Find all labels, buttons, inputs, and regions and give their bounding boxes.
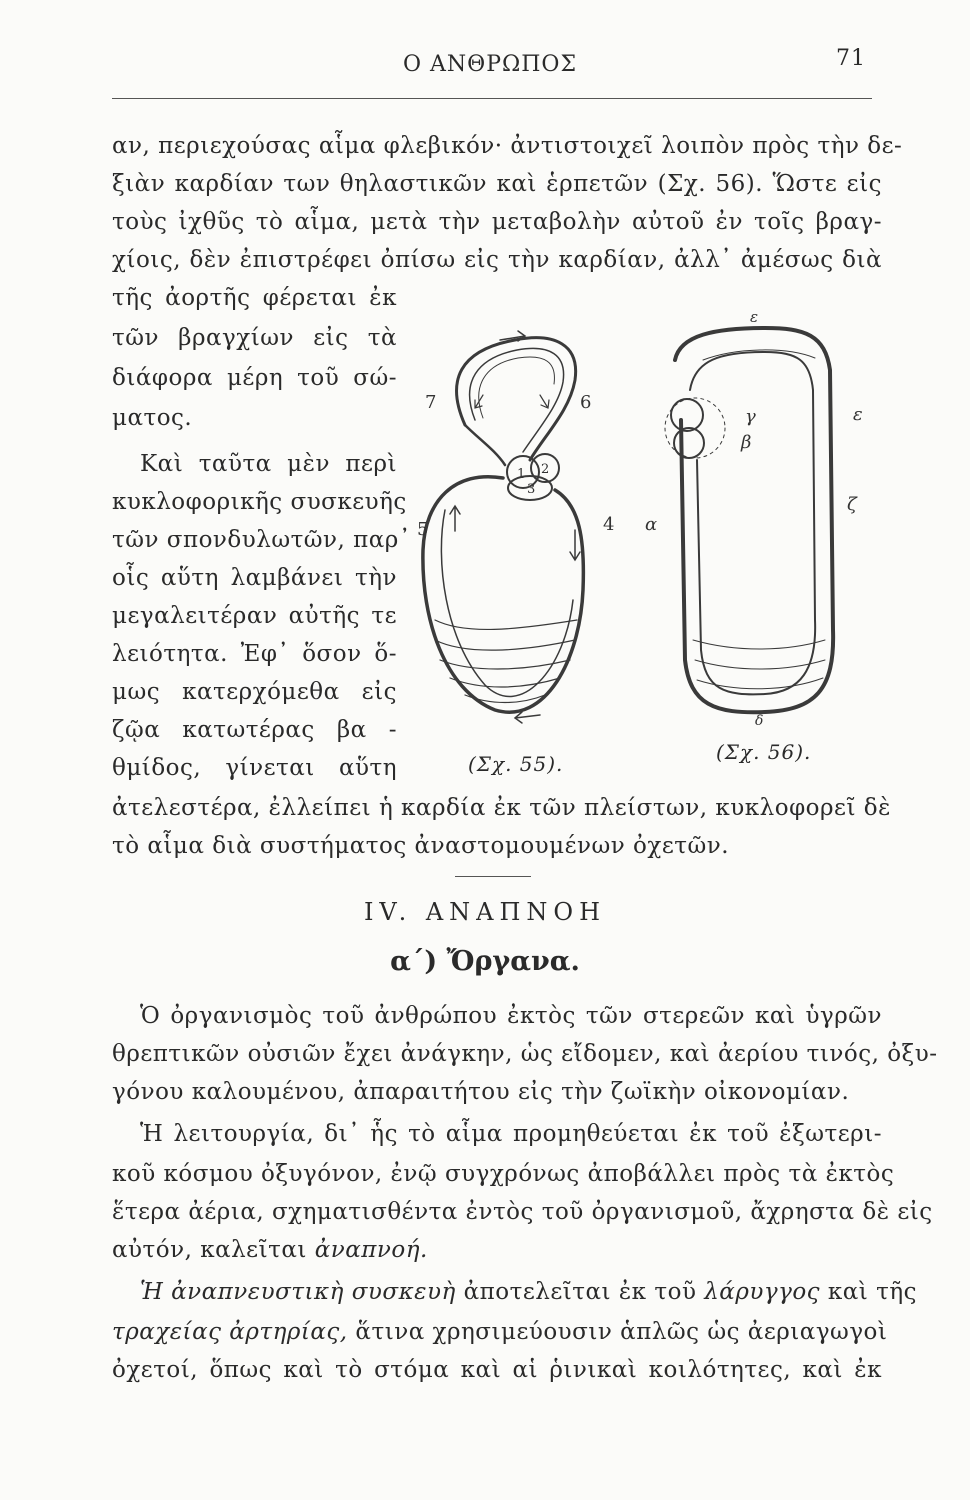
circulation-diagrams [405,300,895,800]
text-line: κοῦ κόσμου ὀξυγόνον, ἐνῷ συγχρόνως ἀποβάλλει πρὸς τὰ ἐκτὸς [112,1161,895,1187]
fig55-label-7: 7 [425,392,437,413]
figure-55-drawing [423,331,584,723]
fig55-label-1: 1 [517,467,526,482]
figure-56-drawing [665,328,833,712]
term-larynx: λάρυγγος [704,1279,821,1305]
text-line: διάφορα μέρη τοῦ σώ- [112,365,397,391]
text-line: ἕτερα ἀέρια, σχηματισθέντα ἐντὸς τοῦ ὀργανισμοῦ, ἄχρηστα δὲ εἰς [112,1199,933,1225]
section-separator [455,876,531,877]
figure-55-caption: (Σχ. 55). [468,752,564,776]
text-line: Ὁ ὀργανισμὸς τοῦ ἀνθρώπου ἐκτὸς τῶν στερεῶν καὶ ὑγρῶν [140,1003,882,1029]
figure-56-caption: (Σχ. 56). [716,740,812,764]
fig56-label-e-top: ε [750,308,759,326]
text-span: ἀποτελεῖται ἐκ τοῦ [455,1279,705,1305]
text-line: ξιὰν καρδίαν των θηλαστικῶν καὶ ἑρπετῶν (Σχ. 56). Ὥστε εἰς [112,171,882,197]
term-anapnoi: ἀναπνοή. [314,1237,428,1263]
text-span: αὐτόν, καλεῖται [112,1237,315,1263]
text-line: αν, περιεχούσας αἷμα φλεβικόν· ἀντιστοιχεῖ λοιπὸν πρὸς τὴν δε- [112,133,903,159]
text-line: ἀτελεστέρα, ἐλλείπει ἡ καρδία ἐκ τῶν πλείστων, κυκλοφορεῖ δὲ [112,795,891,821]
text-line: οἷς αὕτη λαμβάνει τὴν [112,565,397,591]
page-number: 71 [836,46,866,71]
text-line: κυκλοφορικῆς συσκευῆς [112,489,407,515]
text-line: θρεπτικῶν οὐσιῶν ἔχει ἀνάγκην, ὡς εἴδομεν, καὶ ἀερίου τινός, ὀξυ- [112,1041,938,1067]
header-rule [112,98,872,99]
text-line: ματος. [112,405,193,431]
text-line: μεγαλειτέραν αὐτῆς τε [112,603,397,629]
section-subtitle: α΄) Ὄργανα. [390,946,580,977]
fig55-label-3: 3 [527,482,536,497]
figures-area [405,300,895,800]
text-line [112,1234,882,1266]
text-line: γόνου καλουμένου, ἀπαραιτήτου εἰς τὴν ζωϊκὴν οἰκονομίαν. [112,1079,850,1105]
section-title: IV. ΑΝΑΠΝΟΗ [363,898,607,926]
text-line: λειότητα. Ἐφ᾽ ὅσον ὅ- [112,641,397,667]
fig56-label-delta: δ [755,713,764,729]
term-trachea: τραχείας ἀρτηρίας, [112,1319,348,1345]
text-span: καὶ τῆς [820,1279,918,1305]
fig56-label-alpha: α [645,514,658,535]
text-line [112,1276,918,1308]
running-head [110,46,870,86]
running-title: Ο ΑΝΘΡΩΠΟΣ [402,52,578,77]
fig56-label-beta: β [741,432,752,453]
text-line: Καὶ ταῦτα μὲν περὶ [140,451,397,477]
text-span: ἅτινα χρησιμεύουσιν ἁπλῶς ὡς ἀεριαγωγοὶ [347,1319,888,1345]
text-line [112,1316,888,1348]
text-line: ὀχετοί, ὅπως καὶ τὸ στόμα καὶ αἱ ῥινικαὶ κοιλότητες, καὶ ἐκ [112,1357,882,1383]
fig56-label-epsilon: ε [853,404,863,425]
term-respiratory-apparatus: Ἡ ἀναπνευστικὴ συσκευὴ [140,1279,456,1305]
fig55-label-6: 6 [580,392,592,413]
text-line: Ἡ λειτουργία, δι᾽ ἧς τὸ αἷμα προμηθεύεται ἐκ τοῦ ἐξωτερι- [140,1121,882,1147]
text-line: τοὺς ἰχθῦς τὸ αἷμα, μετὰ τὴν μεταβολὴν αὐτοῦ ἐν τοῖς βραγ- [112,209,882,235]
text-line: τῆς ἀορτῆς φέρεται ἐκ [112,285,397,311]
fig55-label-4: 4 [603,514,615,535]
fig56-label-zeta: ζ [847,494,857,515]
text-line: ζῷα κατωτέρας βα - [112,717,397,743]
text-line: μως κατερχόμεθα εἰς [112,679,397,705]
text-line: τὸ αἷμα διὰ συστήματος ἀναστομουμένων ὀχετῶν. [112,833,730,859]
text-line: θμίδος, γίνεται αὕτη [112,755,397,781]
text-line: τῶν σπονδυλωτῶν, παρ᾽ [112,527,411,553]
text-line: τῶν βραγχίων εἰς τὰ [112,325,397,351]
fig56-label-gamma: γ [745,406,756,427]
fig55-label-2: 2 [541,462,550,477]
fig55-label-5: 5 [417,519,429,540]
text-line: χίοις, δὲν ἐπιστρέφει ὀπίσω εἰς τὴν καρδίαν, ἀλλ᾽ ἀμέσως διὰ [112,247,882,273]
